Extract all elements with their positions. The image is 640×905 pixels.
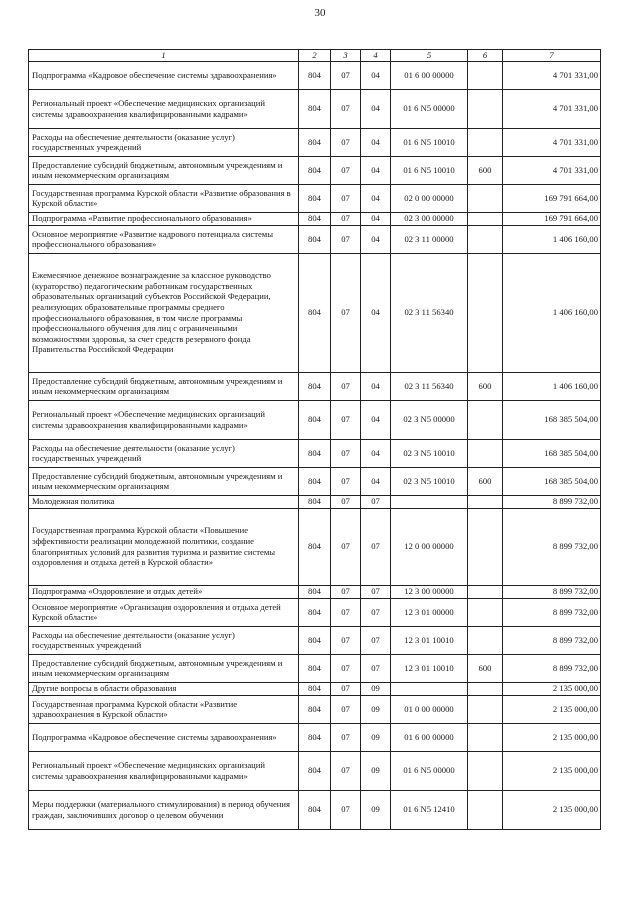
row-section-code: 07 xyxy=(331,184,361,212)
row-section-code: 07 xyxy=(331,400,361,439)
row-amount: 8 899 732,00 xyxy=(503,598,601,626)
row-expense-type-code xyxy=(468,61,503,89)
row-amount: 168 385 504,00 xyxy=(503,467,601,495)
row-name: Расходы на обеспечение деятельности (оказание услуг) государственных учреждений xyxy=(29,128,299,156)
row-target-code: 02 3 11 56340 xyxy=(391,372,468,400)
row-subsection-code: 07 xyxy=(361,508,391,585)
row-amount: 4 701 331,00 xyxy=(503,128,601,156)
row-admin-code: 804 xyxy=(299,508,331,585)
row-subsection-code: 07 xyxy=(361,585,391,598)
row-target-code: 01 6 N5 00000 xyxy=(391,751,468,790)
header-cell: 1 xyxy=(29,50,299,62)
row-expense-type-code xyxy=(468,495,503,508)
row-section-code: 07 xyxy=(331,495,361,508)
row-section-code: 07 xyxy=(331,508,361,585)
row-amount: 169 791 664,00 xyxy=(503,184,601,212)
row-expense-type-code xyxy=(468,626,503,654)
row-amount: 1 406 160,00 xyxy=(503,225,601,253)
row-target-code: 01 6 00 00000 xyxy=(391,723,468,751)
row-target-code xyxy=(391,682,468,695)
row-subsection-code: 07 xyxy=(361,598,391,626)
row-name: Предоставление субсидий бюджетным, автономным учреждениям и иным некоммерческим организациям xyxy=(29,467,299,495)
row-expense-type-code xyxy=(468,184,503,212)
row-target-code: 01 6 N5 00000 xyxy=(391,89,468,128)
header-cell: 7 xyxy=(503,50,601,62)
row-admin-code: 804 xyxy=(299,654,331,682)
row-target-code: 01 6 N5 12410 xyxy=(391,790,468,829)
row-expense-type-code xyxy=(468,508,503,585)
row-subsection-code: 07 xyxy=(361,626,391,654)
row-subsection-code: 04 xyxy=(361,253,391,372)
row-admin-code: 804 xyxy=(299,61,331,89)
table-row xyxy=(29,89,601,128)
row-section-code: 07 xyxy=(331,128,361,156)
row-name: Другие вопросы в области образования xyxy=(29,682,299,695)
row-section-code: 07 xyxy=(331,372,361,400)
row-name: Предоставление субсидий бюджетным, автономным учреждениям и иным некоммерческим организациям xyxy=(29,156,299,184)
row-name: Молодежная политика xyxy=(29,495,299,508)
row-name: Государственная программа Курской области «Повышение эффективности реализации молодежной политики, создание благоприятных условий для развития туризма и развитие системы оздоровления и отдыха детей в Курской области» xyxy=(29,508,299,585)
row-expense-type-code xyxy=(468,400,503,439)
row-expense-type-code xyxy=(468,695,503,723)
row-target-code: 02 3 N5 10010 xyxy=(391,439,468,467)
row-amount: 2 135 000,00 xyxy=(503,790,601,829)
row-admin-code: 804 xyxy=(299,400,331,439)
row-admin-code: 804 xyxy=(299,225,331,253)
row-section-code: 07 xyxy=(331,682,361,695)
row-amount: 8 899 732,00 xyxy=(503,626,601,654)
row-amount: 8 899 732,00 xyxy=(503,585,601,598)
row-name: Государственная программа Курской области «Развитие образования в Курской области» xyxy=(29,184,299,212)
row-admin-code: 804 xyxy=(299,682,331,695)
header-cell: 5 xyxy=(391,50,468,62)
table-header-row xyxy=(29,50,601,62)
row-section-code: 07 xyxy=(331,695,361,723)
row-subsection-code: 04 xyxy=(361,128,391,156)
row-admin-code: 804 xyxy=(299,790,331,829)
row-amount: 1 406 160,00 xyxy=(503,253,601,372)
table-row xyxy=(29,128,601,156)
row-admin-code: 804 xyxy=(299,156,331,184)
row-admin-code: 804 xyxy=(299,372,331,400)
row-admin-code: 804 xyxy=(299,626,331,654)
row-target-code: 01 6 00 00000 xyxy=(391,61,468,89)
row-name: Основное мероприятие «Развитие кадрового потенциала системы профессионального образования» xyxy=(29,225,299,253)
table-row xyxy=(29,585,601,598)
row-section-code: 07 xyxy=(331,626,361,654)
table-row xyxy=(29,253,601,372)
row-target-code: 02 3 N5 10010 xyxy=(391,467,468,495)
row-subsection-code: 04 xyxy=(361,372,391,400)
row-target-code: 12 3 00 00000 xyxy=(391,585,468,598)
table-row xyxy=(29,751,601,790)
row-name: Меры поддержки (материального стимулирования) в период обучения граждан, заключивших договор о целевом обучении xyxy=(29,790,299,829)
row-subsection-code: 09 xyxy=(361,682,391,695)
table-row xyxy=(29,61,601,89)
row-expense-type-code xyxy=(468,128,503,156)
row-section-code: 07 xyxy=(331,212,361,225)
row-admin-code: 804 xyxy=(299,585,331,598)
row-admin-code: 804 xyxy=(299,253,331,372)
row-section-code: 07 xyxy=(331,439,361,467)
row-name: Подпрограмма «Кадровое обеспечение системы здравоохранения» xyxy=(29,723,299,751)
row-section-code: 07 xyxy=(331,89,361,128)
row-subsection-code: 07 xyxy=(361,495,391,508)
row-name: Предоставление субсидий бюджетным, автономным учреждениям и иным некоммерческим организациям xyxy=(29,372,299,400)
row-name: Подпрограмма «Оздоровление и отдых детей» xyxy=(29,585,299,598)
row-expense-type-code: 600 xyxy=(468,156,503,184)
table-row xyxy=(29,225,601,253)
row-amount: 4 701 331,00 xyxy=(503,61,601,89)
row-target-code: 12 3 01 10010 xyxy=(391,626,468,654)
row-subsection-code: 04 xyxy=(361,400,391,439)
header-cell: 6 xyxy=(468,50,503,62)
row-expense-type-code xyxy=(468,790,503,829)
row-amount: 1 406 160,00 xyxy=(503,372,601,400)
row-section-code: 07 xyxy=(331,585,361,598)
row-expense-type-code: 600 xyxy=(468,654,503,682)
row-amount: 2 135 000,00 xyxy=(503,695,601,723)
table-row xyxy=(29,790,601,829)
row-name: Региональный проект «Обеспечение медицинских организаций системы здравоохранения квалифицированными кадрами» xyxy=(29,400,299,439)
row-expense-type-code xyxy=(468,439,503,467)
row-expense-type-code: 600 xyxy=(468,372,503,400)
row-subsection-code: 04 xyxy=(361,225,391,253)
row-section-code: 07 xyxy=(331,723,361,751)
row-section-code: 07 xyxy=(331,225,361,253)
row-expense-type-code xyxy=(468,89,503,128)
row-section-code: 07 xyxy=(331,61,361,89)
row-name: Подпрограмма «Кадровое обеспечение системы здравоохранения» xyxy=(29,61,299,89)
row-subsection-code: 04 xyxy=(361,212,391,225)
row-name: Региональный проект «Обеспечение медицинских организаций системы здравоохранения квалифицированными кадрами» xyxy=(29,89,299,128)
row-section-code: 07 xyxy=(331,467,361,495)
table-row xyxy=(29,495,601,508)
row-name: Предоставление субсидий бюджетным, автономным учреждениям и иным некоммерческим организациям xyxy=(29,654,299,682)
row-expense-type-code xyxy=(468,723,503,751)
row-target-code: 12 3 01 00000 xyxy=(391,598,468,626)
row-amount: 2 135 000,00 xyxy=(503,723,601,751)
row-admin-code: 804 xyxy=(299,723,331,751)
row-admin-code: 804 xyxy=(299,751,331,790)
row-subsection-code: 09 xyxy=(361,751,391,790)
row-subsection-code: 09 xyxy=(361,790,391,829)
row-target-code xyxy=(391,495,468,508)
row-subsection-code: 07 xyxy=(361,654,391,682)
row-amount: 8 899 732,00 xyxy=(503,495,601,508)
row-amount: 8 899 732,00 xyxy=(503,508,601,585)
row-subsection-code: 04 xyxy=(361,61,391,89)
row-admin-code: 804 xyxy=(299,495,331,508)
row-admin-code: 804 xyxy=(299,128,331,156)
row-target-code: 02 0 00 00000 xyxy=(391,184,468,212)
row-amount: 169 791 664,00 xyxy=(503,212,601,225)
row-subsection-code: 09 xyxy=(361,695,391,723)
row-name: Расходы на обеспечение деятельности (оказание услуг) государственных учреждений xyxy=(29,626,299,654)
row-admin-code: 804 xyxy=(299,184,331,212)
row-target-code: 02 3 00 00000 xyxy=(391,212,468,225)
row-amount: 168 385 504,00 xyxy=(503,400,601,439)
table-row xyxy=(29,682,601,695)
table-row xyxy=(29,598,601,626)
row-target-code: 01 0 00 00000 xyxy=(391,695,468,723)
table-row xyxy=(29,695,601,723)
table-row xyxy=(29,467,601,495)
row-expense-type-code xyxy=(468,751,503,790)
row-admin-code: 804 xyxy=(299,212,331,225)
row-target-code: 12 0 00 00000 xyxy=(391,508,468,585)
row-subsection-code: 04 xyxy=(361,89,391,128)
row-amount: 2 135 000,00 xyxy=(503,751,601,790)
row-target-code: 02 3 N5 00000 xyxy=(391,400,468,439)
row-section-code: 07 xyxy=(331,598,361,626)
row-name: Государственная программа Курской области «Развитие здравоохранения в Курской области» xyxy=(29,695,299,723)
row-expense-type-code: 600 xyxy=(468,467,503,495)
row-name: Подпрограмма «Развитие профессионального образования» xyxy=(29,212,299,225)
row-expense-type-code xyxy=(468,212,503,225)
row-expense-type-code xyxy=(468,585,503,598)
budget-table xyxy=(28,49,601,830)
table-row xyxy=(29,439,601,467)
row-expense-type-code xyxy=(468,253,503,372)
row-name: Основное мероприятие «Организация оздоровления и отдыха детей Курской области» xyxy=(29,598,299,626)
row-subsection-code: 09 xyxy=(361,723,391,751)
table-row xyxy=(29,508,601,585)
table-row xyxy=(29,212,601,225)
page-number: 30 xyxy=(314,7,326,19)
row-expense-type-code xyxy=(468,682,503,695)
row-target-code: 02 3 11 56340 xyxy=(391,253,468,372)
row-amount: 8 899 732,00 xyxy=(503,654,601,682)
row-amount: 4 701 331,00 xyxy=(503,156,601,184)
row-expense-type-code xyxy=(468,225,503,253)
row-amount: 168 385 504,00 xyxy=(503,439,601,467)
row-subsection-code: 04 xyxy=(361,439,391,467)
table-row xyxy=(29,184,601,212)
row-target-code: 01 6 N5 10010 xyxy=(391,128,468,156)
header-cell: 2 xyxy=(299,50,331,62)
row-admin-code: 804 xyxy=(299,598,331,626)
header-cell: 4 xyxy=(361,50,391,62)
row-subsection-code: 04 xyxy=(361,467,391,495)
row-name: Расходы на обеспечение деятельности (оказание услуг) государственных учреждений xyxy=(29,439,299,467)
row-admin-code: 804 xyxy=(299,695,331,723)
row-admin-code: 804 xyxy=(299,439,331,467)
table-row xyxy=(29,156,601,184)
row-name: Ежемесячное денежное вознаграждение за классное руководство (кураторство) педагогическим работникам государственных образовательных организаций субъектов Российской Федерации, реализующих образовательные программы среднего профессионального образования, в том числе программы профессионального обучения для лиц с ограниченными возможностями здоровья, за счет средств резервного фонда Правительства Российской Федерации xyxy=(29,253,299,372)
row-target-code: 01 6 N5 10010 xyxy=(391,156,468,184)
table-row xyxy=(29,372,601,400)
row-admin-code: 804 xyxy=(299,89,331,128)
header-cell: 3 xyxy=(331,50,361,62)
row-expense-type-code xyxy=(468,598,503,626)
row-subsection-code: 04 xyxy=(361,156,391,184)
row-section-code: 07 xyxy=(331,156,361,184)
row-section-code: 07 xyxy=(331,654,361,682)
row-amount: 2 135 000,00 xyxy=(503,682,601,695)
row-subsection-code: 04 xyxy=(361,184,391,212)
row-admin-code: 804 xyxy=(299,467,331,495)
table-row xyxy=(29,654,601,682)
row-target-code: 12 3 01 10010 xyxy=(391,654,468,682)
table-row xyxy=(29,400,601,439)
row-section-code: 07 xyxy=(331,253,361,372)
table-row xyxy=(29,626,601,654)
row-name: Региональный проект «Обеспечение медицинских организаций системы здравоохранения квалифицированными кадрами» xyxy=(29,751,299,790)
row-amount: 4 701 331,00 xyxy=(503,89,601,128)
row-target-code: 02 3 11 00000 xyxy=(391,225,468,253)
row-section-code: 07 xyxy=(331,751,361,790)
row-section-code: 07 xyxy=(331,790,361,829)
table-row xyxy=(29,723,601,751)
